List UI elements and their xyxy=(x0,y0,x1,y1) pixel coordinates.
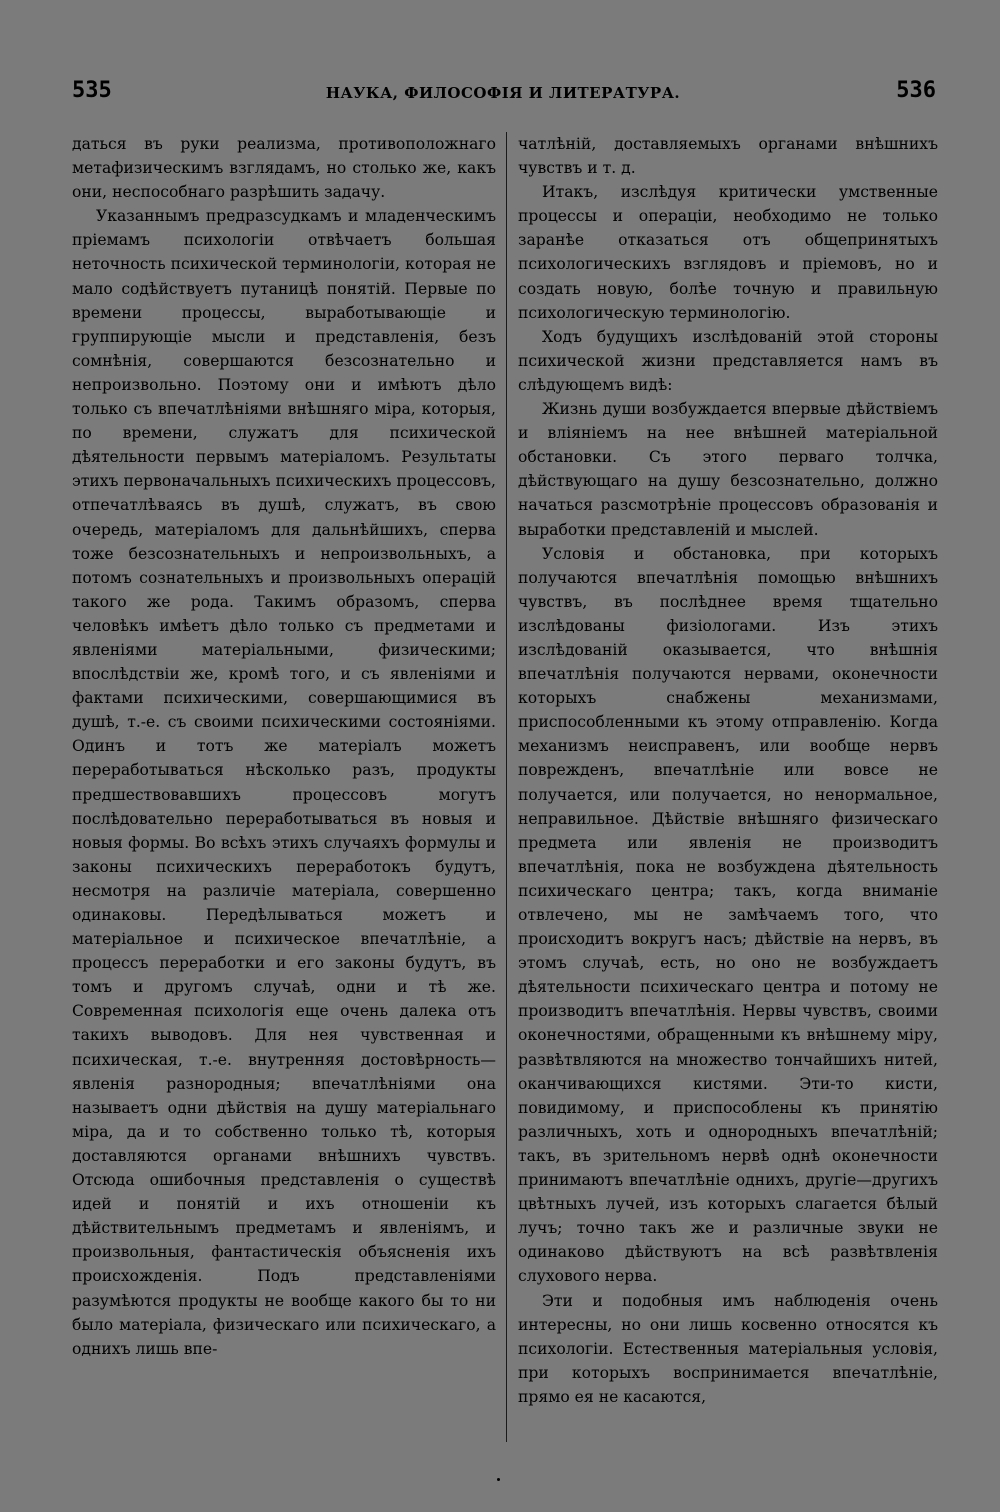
running-title: НАУКА, ФИЛОСОФІЯ И ЛИТЕРАТУРА. xyxy=(325,84,681,102)
paragraph: Итакъ, изслѣдуя критически умственные процессы и операціи, необходимо не только заранѣе отказаться отъ общепринятыхъ психологическихъ взглядовъ и пріемовъ, но и создать новую, болѣе точную и правильную психологическую терминологію. xyxy=(518,183,938,322)
paragraph: даться въ руки реализма, противоположнаго метафизическимъ взглядамъ, но столько же, какъ они, неспособнаго разрѣшить задачу. xyxy=(72,135,496,202)
paragraph: Условія и обстановка, при которыхъ получаются впечатлѣнія помощью внѣшнихъ чувствъ, въ послѣднее время тщательно изслѣдованы физіологами. Изъ этихъ изслѣдованій оказывается, что внѣшнія впечатлѣнія получаются нервами, оконечности которыхъ снабжены механизмами, приспособленными къ этому отправленію. Когда механизмъ неисправенъ, или вообще нервъ поврежденъ, впечатлѣніе или вовсе не получается, или получается, но ненормальное, неправильное. Дѣйствіе внѣшняго физическаго предмета или явленія не производитъ впечатлѣнія, пока не возбуждена дѣятельность психическаго центра; такъ, когда вниманіе отвлечено, мы не замѣчаемъ того, что происходитъ вокругъ насъ; дѣйствіе на нервъ, въ этомъ случаѣ, есть, но оно не возбуждаетъ дѣятельности психическаго центра и потому не производитъ впечатлѣнія. Нервы чувствъ, своими оконечностями, обращенными къ внѣшнему міру, развѣтвляются на множество тончайшихъ нитей, оканчивающихся кистями. Эти-то кисти, повидимому, и приспособлены къ принятію различныхъ, хоть и однородныхъ впечатлѣній; такъ, въ зрительномъ нервѣ однѣ оконечности принимаютъ впечатлѣніе однихъ, другіе—другихъ цвѣтныхъ лучей, изъ которыхъ слагается бѣлый лучъ; точно такъ же и различные звуки не одинаково дѣйствуютъ на всѣ развѣтвленія слухового нерва. xyxy=(518,544,938,1286)
paragraph: Эти и подобныя имъ наблюденія очень интересны, но они лишь косвенно относятся къ психологіи. Естественныя матеріальныя условія, при которыхъ воспринимается впечатлѣніе, прямо ея не касаются, xyxy=(518,1291,938,1406)
right-column xyxy=(518,132,938,1409)
paragraph: Жизнь души возбуждается впервые дѣйствіемъ и вліяніемъ на нее внѣшней матеріальной обстановки. Съ этого перваго толчка, дѣйствующаго на душу безсознательно, должно начаться разсмотрѣніе процессовъ образованія и выработки представленій и мыслей. xyxy=(518,400,938,539)
paragraph: Указаннымъ предразсудкамъ и младенческимъ пріемамъ психологіи отвѣчаетъ большая неточность психической терминологіи, которая не мало содѣйствуетъ путаницѣ понятій. Первые по времени процессы, выработывающіе и группирующіе мысли и представленія, безъ сомнѣнія, совершаются безсознательно и непроизвольно. Поэтому они и имѣютъ дѣло только съ впечатлѣніями внѣшняго міра, которыя, по времени, служатъ для психической дѣятельности первымъ матеріаломъ. Результаты этихъ первоначальныхъ психическихъ процессовъ, отпечатлѣваясь въ душѣ, служатъ, въ свою очередь, матеріаломъ для дальнѣйшихъ, сперва тоже безсознательныхъ и непроизвольныхъ, а потомъ сознательныхъ и произвольныхъ операцій такого же рода. Такимъ образомъ, сперва человѣкъ имѣетъ дѣло только съ предметами и явленіями матеріальными, физическими; впослѣдствіи же, кромѣ того, и съ явленіями и фактами психическими, совершающимися въ душѣ, т.-е. съ своими психическими состояніями. Одинъ и тотъ же матеріалъ можетъ переработываться нѣсколько разъ, продукты предшествовавшихъ процессовъ могутъ послѣдовательно переработываться въ новыя и новыя формы. Во всѣхъ этихъ случаяхъ формулы и законы психическихъ переработокъ будутъ, несмотря на различіе матеріала, совершенно одинаковы. Передѣлываться можетъ и матеріальное и психическое впечатлѣніе, а процессъ переработки и его законы будутъ, въ томъ и другомъ случаѣ, одни и тѣ же. Современная психологія еще очень далека отъ такихъ выводовъ. Для нея чувственная и психическая, т.-е. внутренняя достовѣрность—явленія разнородныя; впечатлѣніями она называетъ одни дѣйствія на душу матеріальнаго міра, да и то собственно только тѣ, которыя доставляются органами внѣшнихъ чувствъ. Отсюда ошибочныя представленія о существѣ идей и понятій и ихъ отношеніи къ дѣйствительнымъ предметамъ и явленіямъ, и произвольныя, фантастическія объясненія ихъ происхожденія. Подъ представленіями разумѣются продукты не вообще какого бы то ни было матеріала, физическаго или психическаго, а однихъ лишь впе- xyxy=(72,207,496,1358)
column-divider xyxy=(506,132,507,1442)
paragraph: чатлѣній, доставляемыхъ органами внѣшнихъ чувствъ и т. д. xyxy=(518,135,938,178)
paragraph: Ходъ будущихъ изслѣдованій этой стороны психической жизни представляется намъ въ слѣдующемъ видѣ: xyxy=(518,327,938,394)
left-page-number: 535 xyxy=(72,78,112,103)
left-column xyxy=(72,132,496,1361)
page-header xyxy=(70,78,936,118)
page-mark xyxy=(497,1478,500,1481)
right-page-number: 536 xyxy=(896,78,936,103)
